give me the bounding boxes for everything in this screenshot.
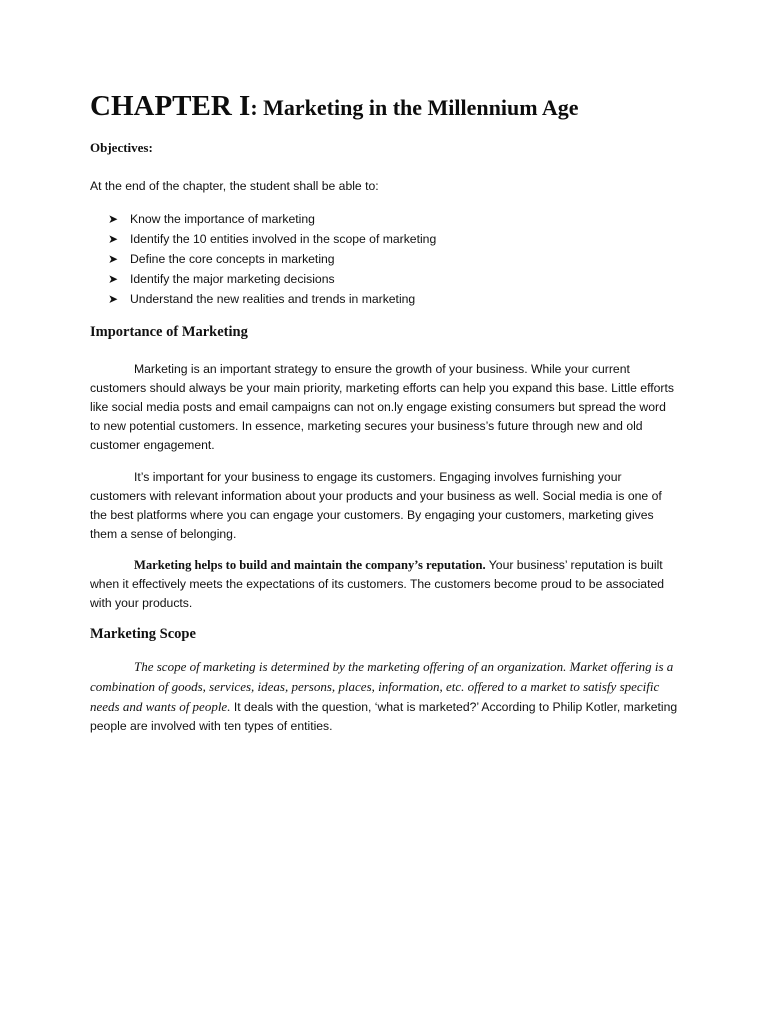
objective-text: Define the core concepts in marketing (130, 251, 335, 266)
objective-item (108, 209, 678, 229)
chapter-title-text: Marketing in the Millennium Age (257, 95, 579, 120)
importance-paragraph-3 (90, 556, 678, 613)
scope-definition-italic: The scope of marketing is determined by the marketing offering of an organization. Market offering is a combination of goods, services, ideas, persons, places, information, etc. offered to a market to satisfy specific needs and wants of people. (90, 658, 674, 714)
objective-text: Identify the 10 entities involved in the scope of marketing (130, 231, 437, 246)
section-heading-importance: Importance of Marketing (90, 323, 248, 340)
chapter-label-separator: : (250, 95, 258, 120)
objectives-list (90, 209, 678, 309)
objectives-intro: At the end of the chapter, the student shall be able to: (90, 178, 379, 193)
scope-paragraph (90, 657, 678, 736)
chapter-label: CHAPTER I (90, 90, 251, 122)
section-heading-scope: Marketing Scope (90, 625, 196, 642)
reputation-lead-sentence: Marketing helps to build and maintain the company’s reputation. (134, 557, 486, 572)
arrowhead-bullet-icon: ➤ (108, 251, 119, 266)
objective-item (108, 269, 678, 289)
chapter-title (90, 88, 678, 122)
scope-body-text: It deals with the question, ‘what is marketed?’ According to Philip Kotler, marketing people are involved with ten types of entities. (90, 699, 678, 733)
objective-text: Identify the major marketing decisions (130, 271, 335, 286)
objective-item (108, 229, 678, 249)
arrowhead-bullet-icon: ➤ (108, 231, 119, 246)
objective-text: Understand the new realities and trends in marketing (130, 291, 416, 306)
objective-item (108, 249, 678, 269)
objective-text: Know the importance of marketing (130, 211, 315, 226)
arrowhead-bullet-icon: ➤ (108, 211, 119, 226)
reputation-body-text: Your business’ reputation is built when it effectively meets the expectations of its customers. The customers become proud to be associated with your products. (90, 557, 665, 610)
importance-paragraph-2: It’s important for your business to engage its customers. Engaging involves furnishing your customers with relevant information about your products and your business as well. Social media is one of the best platforms where you can engage your customers. By engaging your customers, marketing gives them a sense of belonging. (90, 469, 662, 541)
arrowhead-bullet-icon: ➤ (108, 291, 119, 306)
objectives-heading: Objectives: (90, 139, 153, 155)
importance-paragraph-1: Marketing is an important strategy to ensure the growth of your business. While your current customers should always be your main priority, marketing efforts can help you expand this base. Little efforts like social media posts and email campaigns can not on.ly engage existing consumers but spread the word to new potential customers. In essence, marketing secures your business’s future through new and old customer engagement. (90, 361, 674, 452)
arrowhead-bullet-icon: ➤ (108, 271, 119, 286)
objective-item (108, 289, 678, 309)
